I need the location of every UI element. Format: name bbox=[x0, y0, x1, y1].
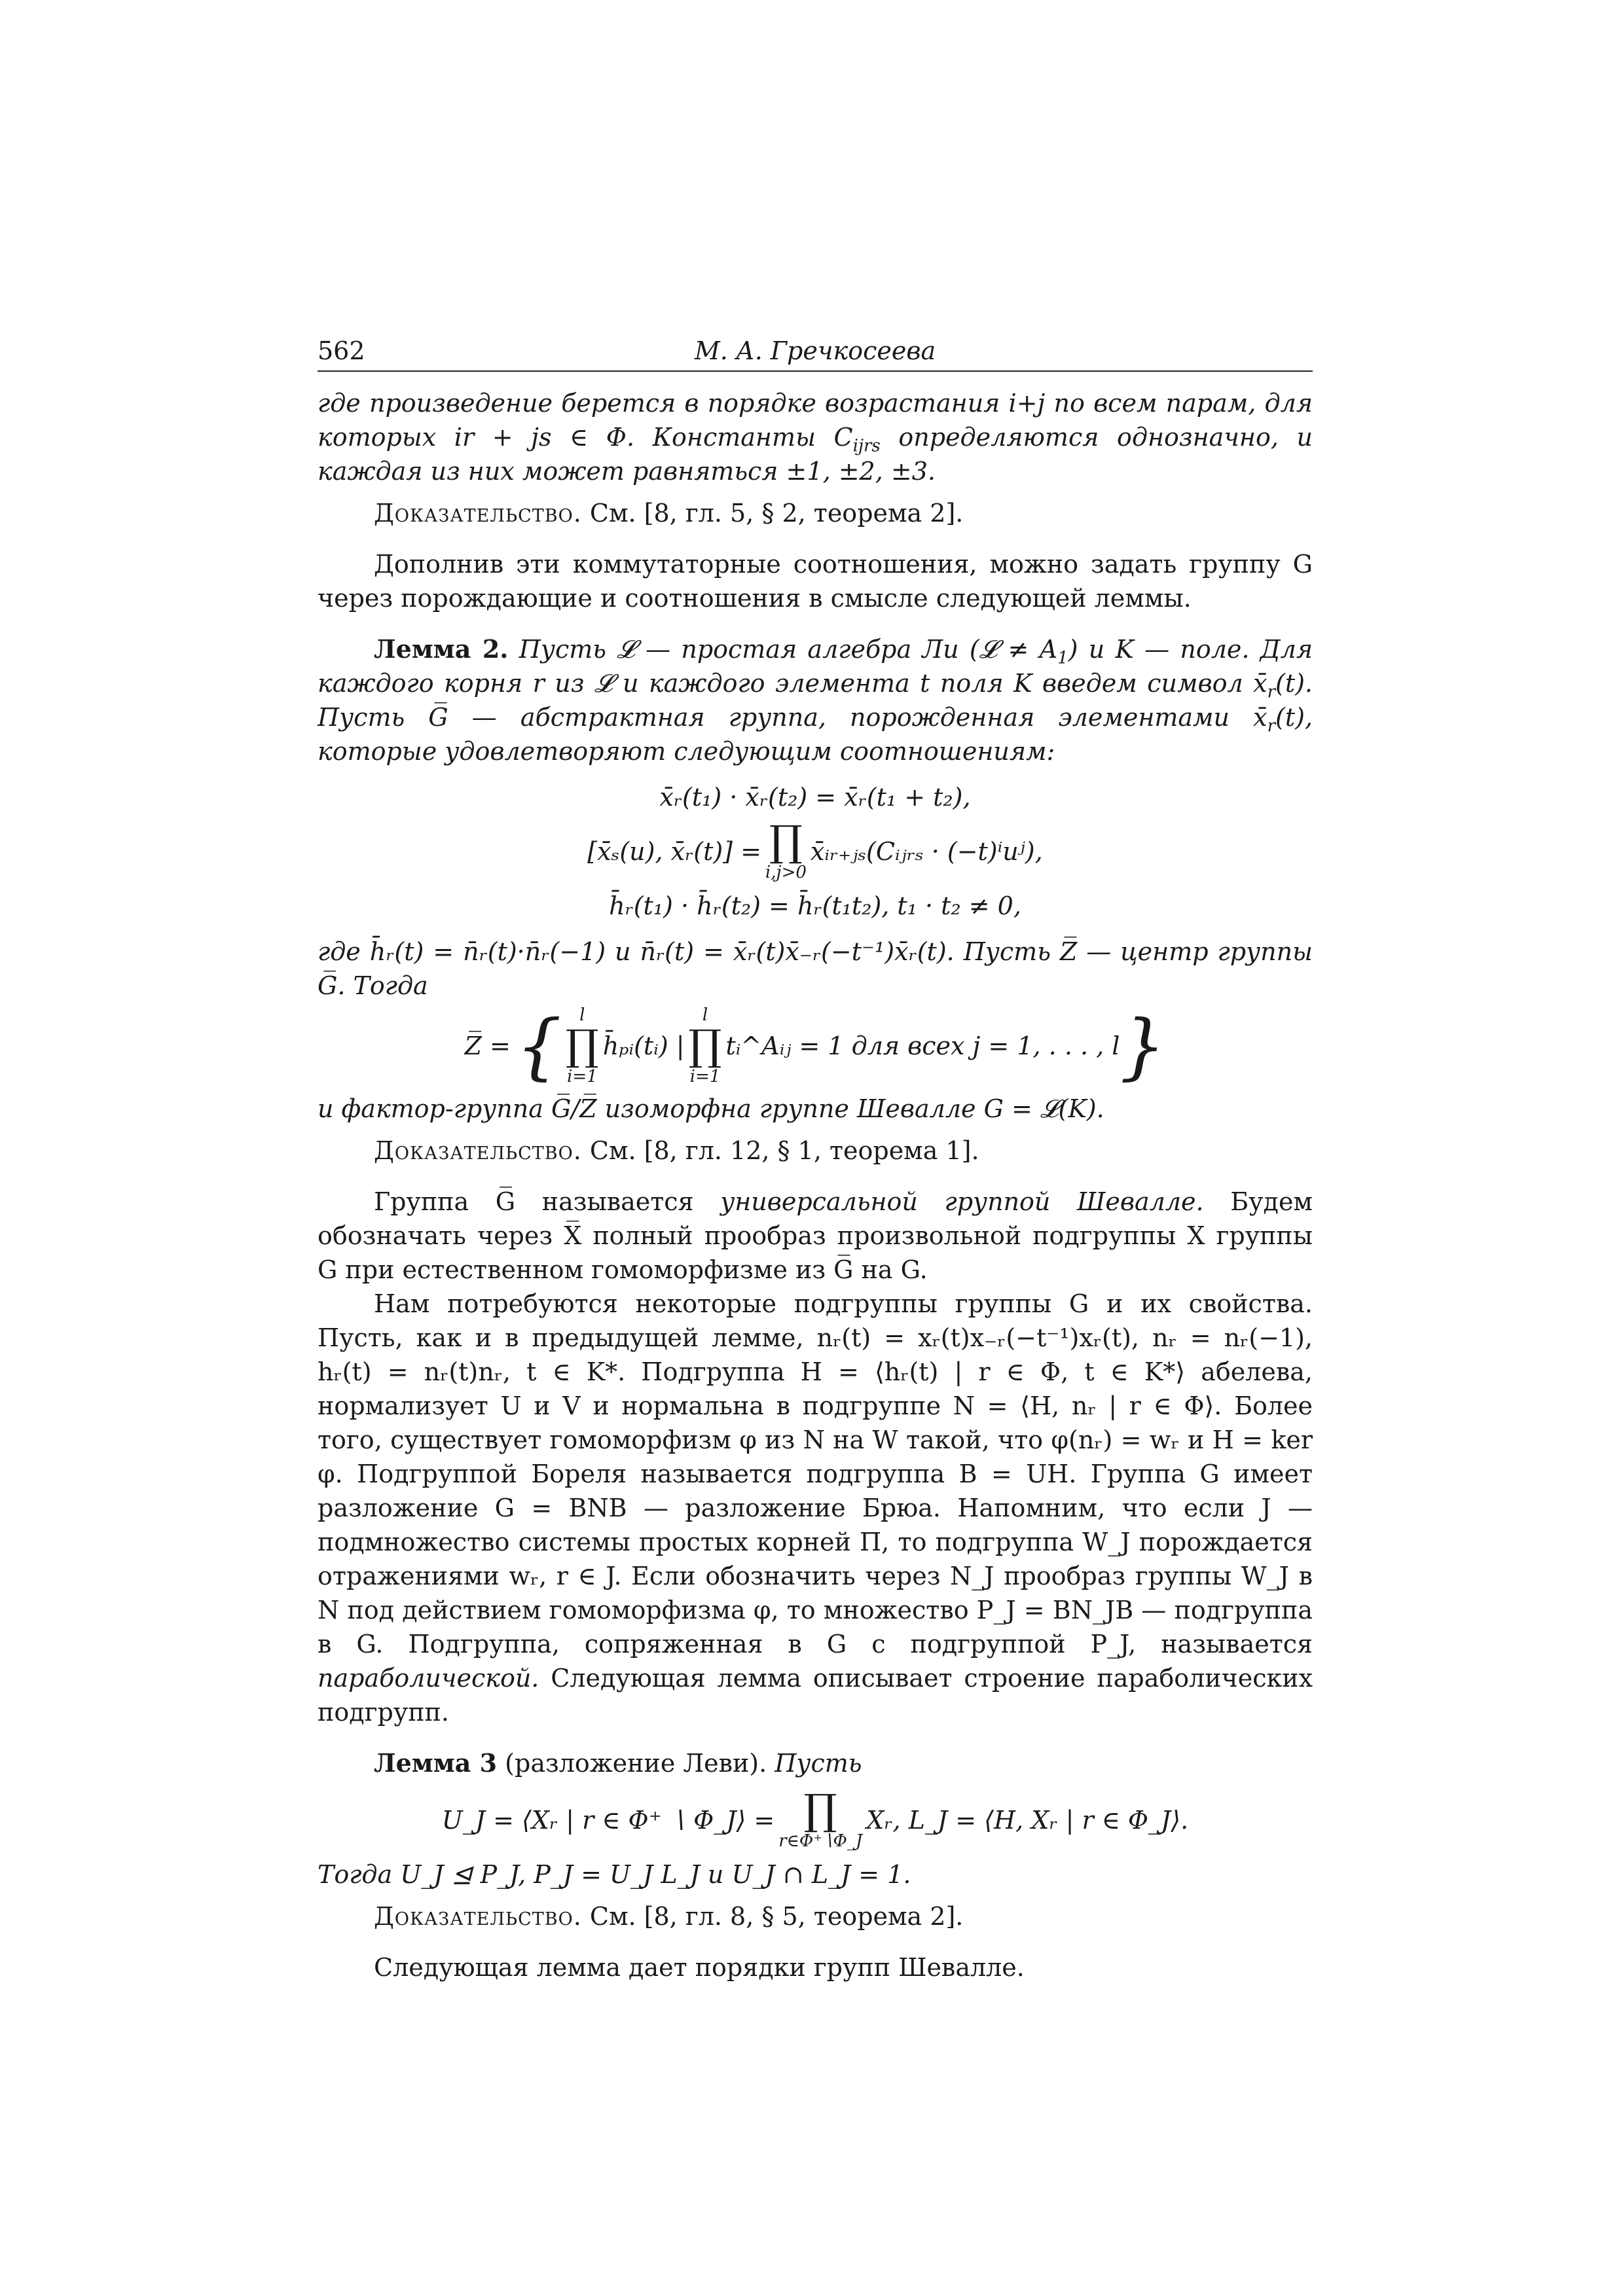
then-line: Тогда U_J ⊴ P_J, P_J = U_J L_J и U_J ∩ L_J = 1. bbox=[318, 1860, 911, 1889]
proof-3-text: См. [8, гл. 8, § 5, теорема 2]. bbox=[581, 1902, 964, 1931]
center-product-2 bbox=[689, 1005, 722, 1086]
levi-product bbox=[778, 1786, 863, 1851]
factor-group-line: и фактор-группа G̅/Z̅ изоморфна группе Шевалле G = 𝓛(K). bbox=[318, 1094, 1104, 1123]
after-equations bbox=[318, 935, 1313, 1003]
intro-line-1: где произведение берется в порядке возрастания i+j по всем парам, для которых bbox=[318, 389, 1313, 452]
paper-page bbox=[318, 334, 1313, 1984]
proof-1 bbox=[318, 496, 1313, 530]
right-brace: } bbox=[1120, 1004, 1166, 1088]
equation-2-right: x̄ᵢᵣ₊ⱼₛ(Cᵢⱼᵣₛ · (−t)ⁱuʲ), bbox=[810, 837, 1043, 866]
proof-2 bbox=[318, 1134, 1313, 1168]
header-rule bbox=[318, 370, 1313, 372]
intro-line-2-sub: ijrs bbox=[852, 436, 881, 456]
center-product-2-sub: i=1 bbox=[689, 1067, 721, 1086]
universal-a: Группа G̅ называется bbox=[374, 1187, 721, 1216]
equation-2-product bbox=[765, 817, 807, 882]
lemma-2-text-d: (t), которые удовлетворяют следующим соотношениям: bbox=[318, 703, 1313, 766]
lemma-2-title: Лемма 2. bbox=[374, 634, 509, 664]
left-brace: { bbox=[515, 1004, 562, 1088]
proof-3-label: Доказательство. bbox=[374, 1902, 582, 1931]
lemma-3-text: Пусть bbox=[767, 1749, 862, 1778]
proof-1-label: Доказательство. bbox=[374, 499, 582, 528]
center-equation-lhs: Z̅ = bbox=[464, 1031, 511, 1060]
lemma-2 bbox=[318, 632, 1313, 768]
lemma-3-paren: (разложение Леви). bbox=[497, 1749, 767, 1778]
lemma-2-text-a: Пусть 𝓛 — простая алгебра Ли (𝓛 ≠ A bbox=[508, 635, 1058, 664]
center-product-1 bbox=[566, 1005, 599, 1086]
final-line: Следующая лемма дает порядки групп Шевалле. bbox=[374, 1953, 1025, 1982]
center-equation-rhs: tᵢ^Aᵢⱼ = 1 для всех j = 1, . . . , l bbox=[725, 1031, 1120, 1060]
equation-2-left: [x̄ₛ(u), x̄ᵣ(t)] = bbox=[587, 837, 761, 866]
proof-2-text: См. [8, гл. 12, § 1, теорема 1]. bbox=[581, 1136, 979, 1165]
universal-term: универсальной группой Шевалле. bbox=[720, 1187, 1204, 1216]
intro-line-2-rest: определяются однозначно, и каждая из них может bbox=[318, 423, 1313, 486]
page-number: 562 bbox=[318, 336, 365, 365]
relations-paragraph: Дополнив эти коммутаторные соотношения, можно задать группу G через порождающие и соотношения в смысле следующей леммы. bbox=[318, 550, 1313, 613]
equation-1: x̄ᵣ(t₁) · x̄ᵣ(t₂) = x̄ᵣ(t₁ + t₂), bbox=[659, 783, 971, 812]
proof-1-text: См. [8, гл. 5, § 2, теорема 2]. bbox=[581, 499, 964, 528]
equation-3: h̄ᵣ(t₁) · h̄ᵣ(t₂) = h̄ᵣ(t₁t₂), t₁ · t₂ ≠ 0, bbox=[609, 891, 1021, 920]
lemma-3-title: Лемма 3 bbox=[374, 1748, 498, 1778]
subgroups-c: Следующая лемма описывает строение параболических подгрупп. bbox=[318, 1664, 1313, 1727]
center-product-2-sup: l bbox=[702, 1005, 708, 1025]
universal-c: Будем обозначать через X̅ полный прообраз произвольной подгруппы X группы G при естественном гомоморфизме из G̅ на G. bbox=[318, 1187, 1313, 1284]
author-name: М. А. Гречкосеева bbox=[694, 336, 936, 365]
product-symbol: ∏ bbox=[688, 1022, 722, 1070]
product-symbol: ∏ bbox=[769, 817, 803, 866]
center-equation-mid: h̄ₚᵢ(tᵢ) | bbox=[602, 1031, 685, 1060]
after-equations-line-2: G̅. Тогда bbox=[318, 971, 428, 1000]
center-equation bbox=[318, 1005, 1313, 1086]
levi-rhs: Xᵣ, L_J = ⟨H, Xᵣ | r ∈ Φ_J⟩. bbox=[866, 1806, 1189, 1835]
lemma-2-sub-a: 1 bbox=[1057, 648, 1068, 668]
lemma-2-text-c: (t). Пусть G̅ — абстрактная группа, порожденная элементами x̄ bbox=[318, 669, 1313, 732]
intro-paragraph bbox=[318, 386, 1313, 488]
center-product-1-sup: l bbox=[579, 1005, 585, 1025]
parabolic-term: параболической. bbox=[318, 1664, 539, 1693]
proof-2-label: Доказательство. bbox=[374, 1136, 582, 1165]
after-equations-line-1: где h̄ᵣ(t) = n̄ᵣ(t)·n̄ᵣ(−1) и n̄ᵣ(t) = x̄ᵣ(t)x̄₋ᵣ(−t⁻¹)x̄ᵣ(t). Пусть Z̅ — центр группы bbox=[318, 937, 1313, 966]
subgroups-paragraph bbox=[318, 1287, 1313, 1729]
subgroups-a: Нам потребуются некоторые подгруппы группы G и их свойства. Пусть, как и в предыдущей лемме, nᵣ(t) = xᵣ(t)x₋ᵣ(−t⁻¹)xᵣ(t), nᵣ = nᵣ(−1), hᵣ(t) = nᵣ(t)nᵣ, t ∈ K*. Подгруппа H = ⟨hᵣ(t) | r ∈ Φ, t ∈ K*⟩ абелева, нормализует U и V и нормальна в подгруппе N = ⟨H, nᵣ | r ∈ Φ⟩. Более того, существует гомоморфизм φ из N на W такой, что φ(nᵣ) = wᵣ и H = ker φ. Подгруппой Бореля называется подгруппа B = UH. Группа G имеет разложение G = BNB — разложение Брюа. Напомним, что если J — подмножество системы простых корней Π, то подгруппа W_J порождается отражениями wᵣ, r ∈ J. Если обозначить через N_J прообраз группы W_J в N под действием гомоморфизма φ, то множество P_J = BN_JB — подгруппа в G. Подгруппа, сопряженная в G с подгруппой P_J, называется bbox=[318, 1289, 1313, 1659]
lemma-2-text-b: ) и K — поле. Для каждого корня r из 𝓛 и каждого элемента t поля K введем символ x̄ bbox=[318, 635, 1313, 698]
product-symbol: ∏ bbox=[565, 1022, 599, 1070]
universal-group-paragraph bbox=[318, 1185, 1313, 1287]
intro-line-3: равняться ±1, ±2, ±3. bbox=[632, 457, 936, 486]
running-header bbox=[318, 334, 1313, 370]
proof-3 bbox=[318, 1899, 1313, 1933]
center-product-1-sub: i=1 bbox=[567, 1067, 598, 1086]
levi-lhs: U_J = ⟨Xᵣ | r ∈ Φ⁺ ∖ Φ_J⟩ = bbox=[441, 1806, 775, 1835]
equation-2 bbox=[318, 817, 1313, 882]
intro-line-2: ir + js ∈ Φ. Константы C bbox=[454, 423, 853, 452]
lemma-3 bbox=[318, 1746, 1313, 1780]
lemma-2-sub-b: r bbox=[1267, 682, 1275, 702]
levi-product-sub: r∈Φ⁺∖Φ_J bbox=[778, 1831, 863, 1851]
levi-equation bbox=[318, 1786, 1313, 1851]
lemma-2-sub-c: r bbox=[1267, 716, 1275, 736]
equation-2-product-sub: i,j>0 bbox=[765, 863, 807, 882]
product-symbol: ∏ bbox=[803, 1786, 837, 1835]
